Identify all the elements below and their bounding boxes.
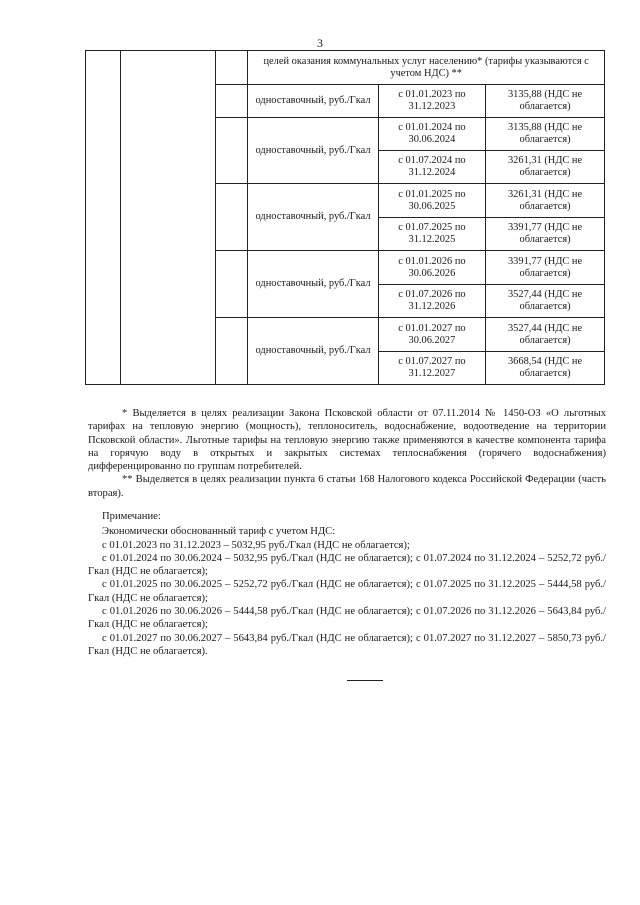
period-cell: с 01.01.2025 по 30.06.2025 [378, 184, 485, 218]
value-cell: 3391,77 (НДС не облагается) [486, 218, 605, 251]
blank-cell [216, 184, 248, 251]
value-cell: 3391,77 (НДС не облагается) [486, 251, 605, 285]
page-number: 3 [317, 36, 323, 50]
remarks-line: с 01.01.2025 по 30.06.2025 – 5252,72 руб./Гкал (НДС не облагается); с 01.07.2025 по 31.12.2025 – 5444,58 руб./Гкал (НДС не облагается); [88, 579, 606, 604]
blank-cell [216, 51, 248, 85]
remarks [88, 510, 606, 658]
table-header: целей оказания коммунальных услуг населению* (тарифы указываются с учетом НДС) ** [248, 51, 605, 85]
remarks-line: Экономически обоснованный тариф с учетом НДС: [102, 526, 336, 538]
period-cell: с 01.07.2024 по 31.12.2024 [378, 151, 485, 184]
tariff-type: одноставочный, руб./Гкал [248, 118, 378, 184]
value-cell: 3527,44 (НДС не облагается) [486, 318, 605, 352]
blank-cell [216, 251, 248, 318]
remarks-line: с 01.01.2024 по 30.06.2024 – 5032,95 руб./Гкал (НДС не облагается); с 01.07.2024 по 31.12.2024 – 5252,72 руб./Гкал (НДС не облагается); [88, 552, 606, 578]
blank-cell [216, 85, 248, 118]
footnote-1: * Выделяется в целях реализации Закона Псковской области от 07.11.2014 № 1450-ОЗ «О льготных тарифах на тепловую энергию (мощность), теплоноситель, водоснабжение, водоотведение на территории Псковской области». Льготные тарифы на тепловую энергию также применяются в качестве компонента тарифа на горячую воду в открытых и закрытых системах теплоснабжения (горячего водоснабжения) дифференцированно по группам потребителей. [88, 408, 606, 473]
value-cell: 3135,88 (НДС не облагается) [486, 85, 605, 118]
remarks-line: с 01.01.2027 по 30.06.2027 – 5643,84 руб./Гкал (НДС не облагается); с 01.07.2027 по 31.12.2027 – 5850,73 руб./Гкал (НДС не облагается). [88, 632, 606, 657]
period-cell: с 01.01.2023 по 31.12.2023 [378, 85, 485, 118]
remarks-line: с 01.01.2026 по 30.06.2026 – 5444,58 руб./Гкал (НДС не облагается); с 01.07.2026 по 31.12.2026 – 5643,84 руб./Гкал (НДС не облагается); [88, 606, 606, 631]
footnotes [88, 407, 606, 500]
tariff-table [85, 50, 605, 385]
period-cell: с 01.07.2026 по 31.12.2026 [378, 285, 485, 318]
tariff-type: одноставочный, руб./Гкал [248, 251, 378, 318]
blank-cell [216, 318, 248, 385]
tariff-type: одноставочный, руб./Гкал [248, 85, 378, 118]
period-cell: с 01.07.2025 по 31.12.2025 [378, 218, 485, 251]
footnote-2: ** Выделяется в целях реализации пункта 6 статьи 168 Налогового кодекса Российской Федерации (часть вторая). [88, 474, 606, 499]
value-cell: 3668,54 (НДС не облагается) [486, 352, 605, 385]
end-rule [347, 680, 383, 681]
tariff-type: одноставочный, руб./Гкал [248, 184, 378, 251]
tariff-type: одноставочный, руб./Гкал [248, 318, 378, 385]
blank-cell [216, 118, 248, 184]
period-cell: с 01.01.2026 по 30.06.2026 [378, 251, 485, 285]
value-cell: 3135,88 (НДС не облагается) [486, 118, 605, 151]
period-cell: с 01.01.2024 по 30.06.2024 [378, 118, 485, 151]
value-cell: 3261,31 (НДС не облагается) [486, 184, 605, 218]
value-cell: 3527,44 (НДС не облагается) [486, 285, 605, 318]
remarks-label: Примечание: [102, 511, 161, 522]
blank-cell [86, 51, 121, 385]
period-cell: с 01.01.2027 по 30.06.2027 [378, 318, 485, 352]
remarks-line: с 01.01.2023 по 31.12.2023 – 5032,95 руб./Гкал (НДС не облагается); [102, 539, 410, 551]
value-cell: 3261,31 (НДС не облагается) [486, 151, 605, 184]
blank-cell [121, 51, 216, 385]
period-cell: с 01.07.2027 по 31.12.2027 [378, 352, 485, 385]
